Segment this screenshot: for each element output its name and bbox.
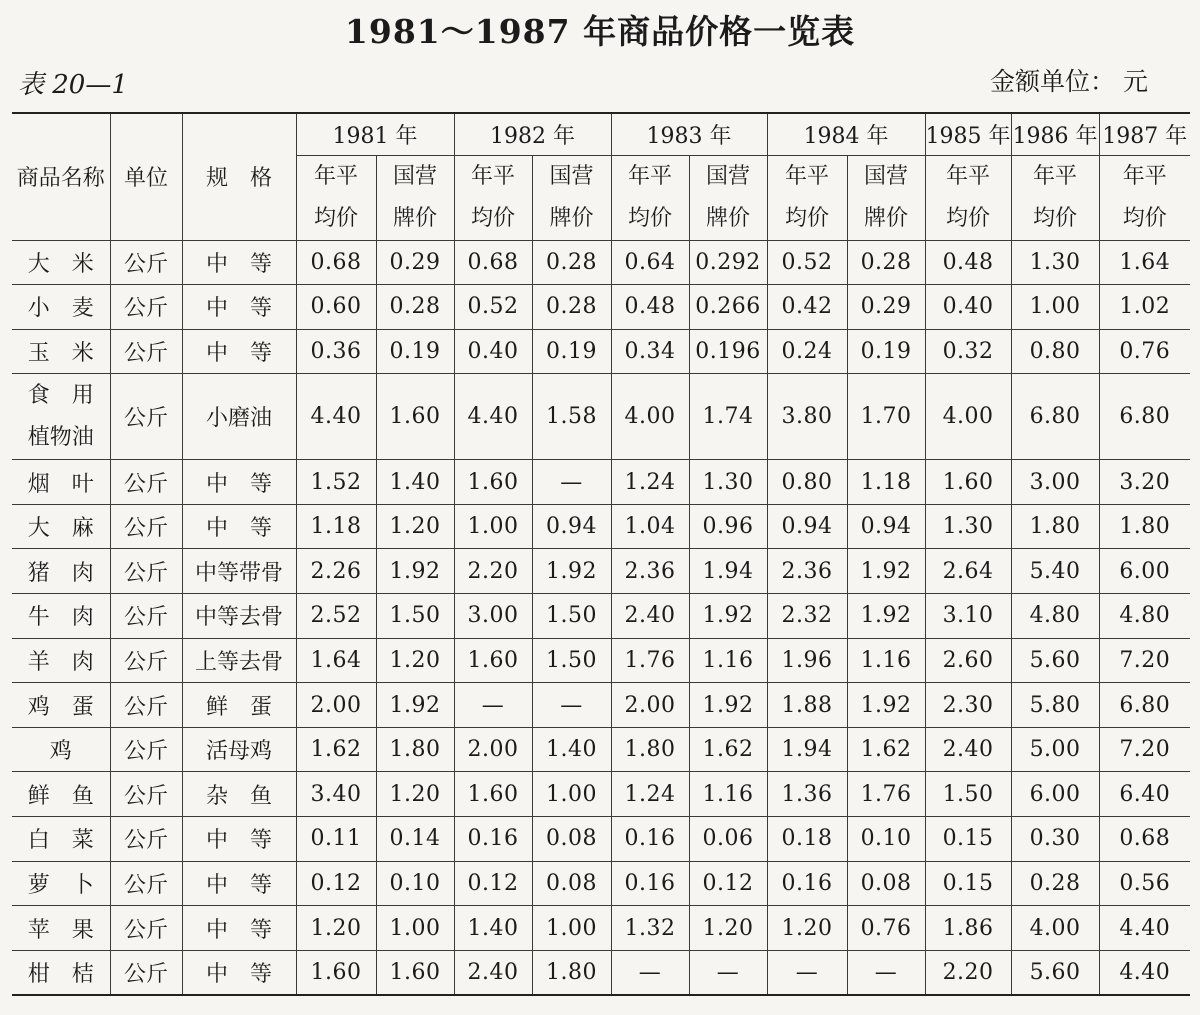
price-cell: 2.00 (611, 683, 689, 728)
price-cell: 1.80 (611, 727, 689, 772)
price-cell: 7.20 (1099, 638, 1190, 683)
commodity-name: 鲜 鱼 (12, 772, 110, 817)
commodity-name: 白 菜 (12, 817, 110, 862)
spec-cell: 中 等 (182, 906, 296, 951)
table-row (12, 240, 1190, 285)
price-cell: 0.16 (454, 817, 532, 862)
price-cell: 0.28 (376, 285, 454, 330)
price-cell: 2.36 (611, 549, 689, 594)
unit-cell: 公斤 (110, 817, 182, 862)
spec-cell: 中 等 (182, 817, 296, 862)
price-cell: 0.12 (454, 861, 532, 906)
unit-cell: 公斤 (110, 727, 182, 772)
header-annual-average-price: 年平 均价 (296, 155, 376, 240)
commodity-name: 鸡 (12, 727, 110, 772)
spec-cell: 中等去骨 (182, 594, 296, 639)
price-cell: 0.16 (767, 861, 847, 906)
price-cell: 1.20 (376, 504, 454, 549)
price-cell: 5.40 (1011, 549, 1099, 594)
price-cell: 1.76 (611, 638, 689, 683)
price-cell: 0.56 (1099, 861, 1190, 906)
price-cell: 1.50 (532, 638, 611, 683)
spec-cell: 杂 鱼 (182, 772, 296, 817)
price-cell: 1.62 (689, 727, 767, 772)
price-cell: 1.60 (454, 638, 532, 683)
price-cell: 1.00 (1011, 285, 1099, 330)
price-cell: 1.24 (611, 460, 689, 505)
unit-cell: 公斤 (110, 683, 182, 728)
price-cell: 1.74 (689, 374, 767, 460)
price-cell: 1.92 (689, 594, 767, 639)
price-cell: 6.80 (1099, 683, 1190, 728)
price-cell: 0.28 (847, 240, 925, 285)
price-cell: — (767, 950, 847, 995)
price-cell: 1.92 (376, 683, 454, 728)
price-cell: 0.34 (611, 329, 689, 374)
page-title: 1981～1987 年商品价格一览表 (344, 12, 856, 51)
table-row (12, 594, 1190, 639)
price-cell: 2.30 (925, 683, 1011, 728)
unit-cell: 公斤 (110, 772, 182, 817)
header-state-list-price: 国营 牌价 (689, 155, 767, 240)
price-cell: 3.00 (1011, 460, 1099, 505)
price-cell: 2.40 (611, 594, 689, 639)
price-cell: 2.00 (454, 727, 532, 772)
price-cell: 6.00 (1099, 549, 1190, 594)
unit-cell: 公斤 (110, 906, 182, 951)
price-cell: 2.20 (454, 549, 532, 594)
price-cell: 4.00 (925, 374, 1011, 460)
price-cell: 0.94 (767, 504, 847, 549)
price-cell: 1.88 (767, 683, 847, 728)
spec-cell: 小磨油 (182, 374, 296, 460)
price-cell: 0.52 (767, 240, 847, 285)
commodity-name: 小 麦 (12, 285, 110, 330)
price-cell: 4.00 (1011, 906, 1099, 951)
price-cell: 1.60 (296, 950, 376, 995)
unit-cell: 公斤 (110, 329, 182, 374)
price-cell: 0.96 (689, 504, 767, 549)
price-cell: 1.30 (1011, 240, 1099, 285)
price-cell: 0.94 (532, 504, 611, 549)
price-cell: 0.266 (689, 285, 767, 330)
unit-cell: 公斤 (110, 549, 182, 594)
price-cell: 1.50 (532, 594, 611, 639)
price-cell: 0.292 (689, 240, 767, 285)
price-cell: 0.68 (1099, 817, 1190, 862)
table-row (12, 727, 1190, 772)
price-cell: 1.00 (532, 772, 611, 817)
price-cell: 1.80 (532, 950, 611, 995)
table-row (12, 683, 1190, 728)
price-cell: 0.48 (925, 240, 1011, 285)
table-body (12, 113, 1190, 995)
price-cell: 1.32 (611, 906, 689, 951)
price-cell: 0.19 (847, 329, 925, 374)
commodity-name: 柑 桔 (12, 950, 110, 995)
price-cell: 0.42 (767, 285, 847, 330)
price-cell: 0.64 (611, 240, 689, 285)
price-cell: 0.28 (532, 285, 611, 330)
price-cell: 1.18 (847, 460, 925, 505)
price-cell: 2.64 (925, 549, 1011, 594)
price-cell: 1.20 (767, 906, 847, 951)
header-year: 1983 年 (611, 113, 767, 155)
header-year: 1982 年 (454, 113, 611, 155)
unit-cell: 公斤 (110, 638, 182, 683)
price-cell: 0.12 (296, 861, 376, 906)
price-cell: 1.62 (296, 727, 376, 772)
commodity-name: 牛 肉 (12, 594, 110, 639)
spec-cell: 上等去骨 (182, 638, 296, 683)
header-name: 商品名称 (12, 113, 110, 240)
price-cell: 6.40 (1099, 772, 1190, 817)
price-cell: 4.40 (454, 374, 532, 460)
commodity-name: 食 用 植物油 (12, 374, 110, 460)
price-cell: 1.20 (376, 772, 454, 817)
price-cell: 0.14 (376, 817, 454, 862)
table-row (12, 861, 1190, 906)
price-cell: 0.06 (689, 817, 767, 862)
price-cell: 3.20 (1099, 460, 1190, 505)
price-cell: 2.52 (296, 594, 376, 639)
price-cell: 0.12 (689, 861, 767, 906)
price-cell: 1.24 (611, 772, 689, 817)
price-cell: 0.24 (767, 329, 847, 374)
header-state-list-price: 国营 牌价 (532, 155, 611, 240)
spec-cell: 中 等 (182, 240, 296, 285)
price-cell: 2.26 (296, 549, 376, 594)
header-year: 1984 年 (767, 113, 925, 155)
spec-cell: 中 等 (182, 504, 296, 549)
price-cell: 1.30 (925, 504, 1011, 549)
price-cell: 1.18 (296, 504, 376, 549)
price-cell: 1.92 (847, 594, 925, 639)
table-row (12, 549, 1190, 594)
price-cell: 0.80 (1011, 329, 1099, 374)
price-cell: 2.00 (296, 683, 376, 728)
header-annual-average-price: 年平 均价 (611, 155, 689, 240)
price-cell: 0.48 (611, 285, 689, 330)
commodity-name: 鸡 蛋 (12, 683, 110, 728)
price-cell: 1.40 (532, 727, 611, 772)
price-cell: 0.32 (925, 329, 1011, 374)
price-cell: 1.60 (376, 374, 454, 460)
price-cell: 0.29 (847, 285, 925, 330)
price-cell: 0.68 (296, 240, 376, 285)
price-cell: 1.60 (454, 772, 532, 817)
price-cell: 1.16 (689, 638, 767, 683)
price-cell: 1.20 (376, 638, 454, 683)
price-cell: 4.40 (296, 374, 376, 460)
header-unit: 单位 (110, 113, 182, 240)
price-cell: — (532, 460, 611, 505)
price-cell: 1.60 (376, 950, 454, 995)
unit-cell: 公斤 (110, 950, 182, 995)
price-cell: 4.80 (1011, 594, 1099, 639)
price-cell: 0.19 (376, 329, 454, 374)
table-row (12, 950, 1190, 995)
table-row (12, 772, 1190, 817)
spec-cell: 中 等 (182, 861, 296, 906)
price-cell: 1.20 (689, 906, 767, 951)
table-row (12, 906, 1190, 951)
spec-cell: 中 等 (182, 460, 296, 505)
price-cell: 1.04 (611, 504, 689, 549)
price-cell: 6.80 (1099, 374, 1190, 460)
spec-cell: 中等带骨 (182, 549, 296, 594)
unit-cell: 公斤 (110, 460, 182, 505)
price-cell: 0.08 (847, 861, 925, 906)
price-cell: 0.16 (611, 861, 689, 906)
header-year: 1987 年 (1099, 113, 1190, 155)
price-cell: 0.28 (532, 240, 611, 285)
price-cell: 0.76 (1099, 329, 1190, 374)
table-number: 表 20—1 (18, 70, 128, 100)
price-cell: 0.196 (689, 329, 767, 374)
unit-cell: 公斤 (110, 285, 182, 330)
header-year: 1986 年 (1011, 113, 1099, 155)
price-cell: 1.92 (532, 549, 611, 594)
price-cell: 1.40 (454, 906, 532, 951)
spec-cell: 中 等 (182, 329, 296, 374)
price-cell: 0.08 (532, 817, 611, 862)
unit-cell: 公斤 (110, 240, 182, 285)
header-annual-average-price: 年平 均价 (767, 155, 847, 240)
price-cell: 1.00 (454, 504, 532, 549)
price-cell: 0.52 (454, 285, 532, 330)
price-cell: 0.40 (925, 285, 1011, 330)
table-row (12, 638, 1190, 683)
price-cell: 1.94 (689, 549, 767, 594)
price-cell: 1.02 (1099, 285, 1190, 330)
price-cell: 1.60 (454, 460, 532, 505)
price-cell: 4.80 (1099, 594, 1190, 639)
price-cell: 1.40 (376, 460, 454, 505)
price-cell: 1.76 (847, 772, 925, 817)
price-cell: 0.15 (925, 817, 1011, 862)
price-cell: 0.36 (296, 329, 376, 374)
price-cell: 0.28 (1011, 861, 1099, 906)
price-cell: 1.60 (925, 460, 1011, 505)
price-cell: 3.80 (767, 374, 847, 460)
table-row (12, 329, 1190, 374)
price-cell: 0.30 (1011, 817, 1099, 862)
header-year: 1985 年 (925, 113, 1011, 155)
price-cell: — (532, 683, 611, 728)
price-cell: 0.15 (925, 861, 1011, 906)
price-cell: 5.80 (1011, 683, 1099, 728)
price-cell: 2.60 (925, 638, 1011, 683)
price-cell: 1.86 (925, 906, 1011, 951)
price-cell: 2.20 (925, 950, 1011, 995)
commodity-name: 大 麻 (12, 504, 110, 549)
table-row (12, 504, 1190, 549)
price-cell: 0.08 (532, 861, 611, 906)
price-cell: 3.00 (454, 594, 532, 639)
price-cell: — (847, 950, 925, 995)
price-cell: 1.94 (767, 727, 847, 772)
price-cell: 2.40 (454, 950, 532, 995)
header-year: 1981 年 (296, 113, 454, 155)
commodity-name: 羊 肉 (12, 638, 110, 683)
price-cell: 0.40 (454, 329, 532, 374)
spec-cell: 鲜 蛋 (182, 683, 296, 728)
price-cell: 0.60 (296, 285, 376, 330)
price-cell: 1.92 (847, 549, 925, 594)
price-table (12, 112, 1190, 996)
price-cell: 5.60 (1011, 638, 1099, 683)
price-cell: 0.68 (454, 240, 532, 285)
price-cell: — (611, 950, 689, 995)
price-cell: 1.92 (376, 549, 454, 594)
table-row (12, 460, 1190, 505)
price-cell: 0.29 (376, 240, 454, 285)
price-cell: 2.32 (767, 594, 847, 639)
price-cell: 1.80 (1099, 504, 1190, 549)
unit-cell: 公斤 (110, 504, 182, 549)
price-cell: 1.92 (689, 683, 767, 728)
header-spec: 规 格 (182, 113, 296, 240)
price-cell: 1.52 (296, 460, 376, 505)
price-cell: 3.40 (296, 772, 376, 817)
price-cell: 5.00 (1011, 727, 1099, 772)
price-cell: 0.94 (847, 504, 925, 549)
price-cell: 6.80 (1011, 374, 1099, 460)
price-cell: 2.36 (767, 549, 847, 594)
unit-cell: 公斤 (110, 861, 182, 906)
price-cell: 4.00 (611, 374, 689, 460)
price-cell: 1.80 (376, 727, 454, 772)
price-cell: 1.70 (847, 374, 925, 460)
commodity-name: 苹 果 (12, 906, 110, 951)
table-row (12, 817, 1190, 862)
price-cell: 1.62 (847, 727, 925, 772)
commodity-name: 玉 米 (12, 329, 110, 374)
amount-unit-label: 金额单位： 元 (990, 67, 1148, 96)
header-annual-average-price: 年平 均价 (925, 155, 1011, 240)
price-cell: 1.80 (1011, 504, 1099, 549)
table-row (12, 374, 1190, 460)
price-cell: 1.96 (767, 638, 847, 683)
price-cell: 4.40 (1099, 906, 1190, 951)
table-row (12, 285, 1190, 330)
price-cell: 1.64 (296, 638, 376, 683)
price-cell: 1.58 (532, 374, 611, 460)
price-cell: 5.60 (1011, 950, 1099, 995)
price-cell: 0.10 (847, 817, 925, 862)
price-cell: 3.10 (925, 594, 1011, 639)
price-cell: 1.16 (847, 638, 925, 683)
price-cell: 1.16 (689, 772, 767, 817)
header-annual-average-price: 年平 均价 (454, 155, 532, 240)
price-cell: — (689, 950, 767, 995)
header-state-list-price: 国营 牌价 (376, 155, 454, 240)
price-cell: 1.92 (847, 683, 925, 728)
price-cell: 2.40 (925, 727, 1011, 772)
spec-cell: 中 等 (182, 285, 296, 330)
header-annual-average-price: 年平 均价 (1099, 155, 1190, 240)
spec-cell: 活母鸡 (182, 727, 296, 772)
price-cell: 1.20 (296, 906, 376, 951)
price-cell: 1.50 (925, 772, 1011, 817)
price-cell: 0.10 (376, 861, 454, 906)
price-cell: 1.00 (532, 906, 611, 951)
price-cell: 1.36 (767, 772, 847, 817)
price-cell: 0.18 (767, 817, 847, 862)
price-cell: 1.64 (1099, 240, 1190, 285)
header-annual-average-price: 年平 均价 (1011, 155, 1099, 240)
commodity-name: 烟 叶 (12, 460, 110, 505)
price-cell: 1.30 (689, 460, 767, 505)
commodity-name: 大 米 (12, 240, 110, 285)
price-cell: — (454, 683, 532, 728)
price-cell: 0.19 (532, 329, 611, 374)
price-cell: 0.76 (847, 906, 925, 951)
price-cell: 0.11 (296, 817, 376, 862)
price-cell: 6.00 (1011, 772, 1099, 817)
header-row-years (12, 113, 1190, 155)
price-cell: 1.00 (376, 906, 454, 951)
price-cell: 7.20 (1099, 727, 1190, 772)
unit-cell: 公斤 (110, 594, 182, 639)
price-cell: 1.50 (376, 594, 454, 639)
header-state-list-price: 国营 牌价 (847, 155, 925, 240)
commodity-name: 萝 卜 (12, 861, 110, 906)
price-cell: 4.40 (1099, 950, 1190, 995)
unit-cell: 公斤 (110, 374, 182, 460)
price-cell: 0.16 (611, 817, 689, 862)
commodity-name: 猪 肉 (12, 549, 110, 594)
price-cell: 0.80 (767, 460, 847, 505)
spec-cell: 中 等 (182, 950, 296, 995)
